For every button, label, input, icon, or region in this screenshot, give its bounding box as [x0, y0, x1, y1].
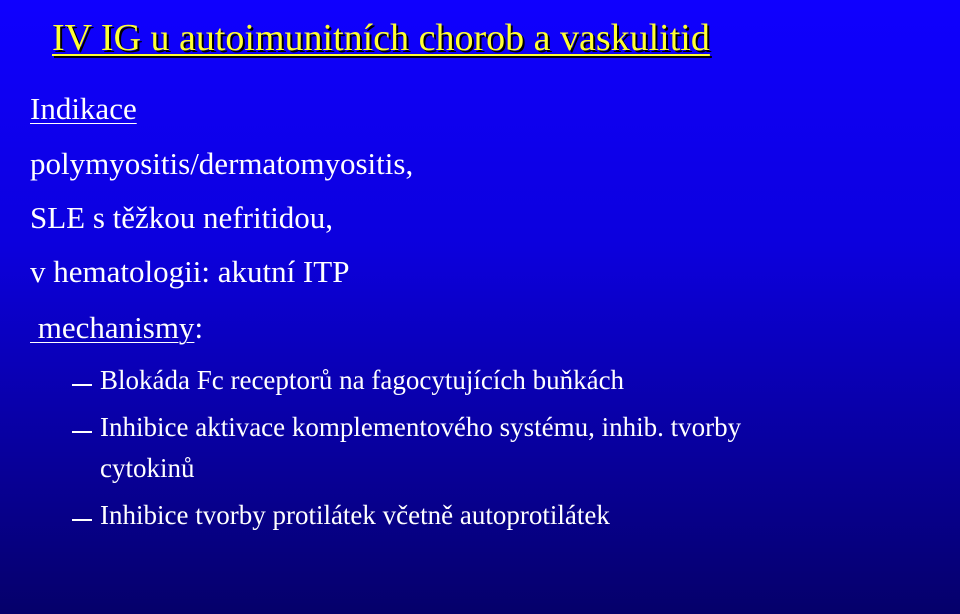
- mechanismy-item-2-continuation: cytokinů: [100, 453, 195, 483]
- slide-title: IV IG u autoimunitních chorob a vaskulitid: [52, 17, 710, 59]
- dash-bullet-icon: [72, 431, 92, 433]
- mechanismy-item-1: [72, 362, 624, 398]
- mechanismy-item-3-text: Inhibice tvorby protilátek včetně autoprotilátek: [100, 500, 610, 530]
- mechanismy-item-2-text: Inhibice aktivace komplementového systému, inhib. tvorby: [100, 412, 742, 442]
- heading-indikace: Indikace: [30, 91, 137, 126]
- indikace-item-2: SLE s těžkou nefritidou,: [30, 200, 334, 235]
- mechanismy-item-1-text: Blokáda Fc receptorů na fagocytujících buňkách: [100, 365, 625, 395]
- dash-bullet-icon: [72, 519, 92, 521]
- heading-mechanismy: [30, 309, 203, 347]
- heading-mechanismy-word: mechanismy: [30, 310, 195, 345]
- mechanismy-item-3: [72, 497, 610, 533]
- indikace-item-3: v hematologii: akutní ITP: [30, 254, 350, 289]
- dash-bullet-icon: [72, 384, 92, 386]
- mechanismy-item-2: [72, 409, 741, 445]
- indikace-item-1: polymyositis/dermatomyositis,: [30, 146, 414, 181]
- heading-mechanismy-colon: :: [194, 310, 204, 345]
